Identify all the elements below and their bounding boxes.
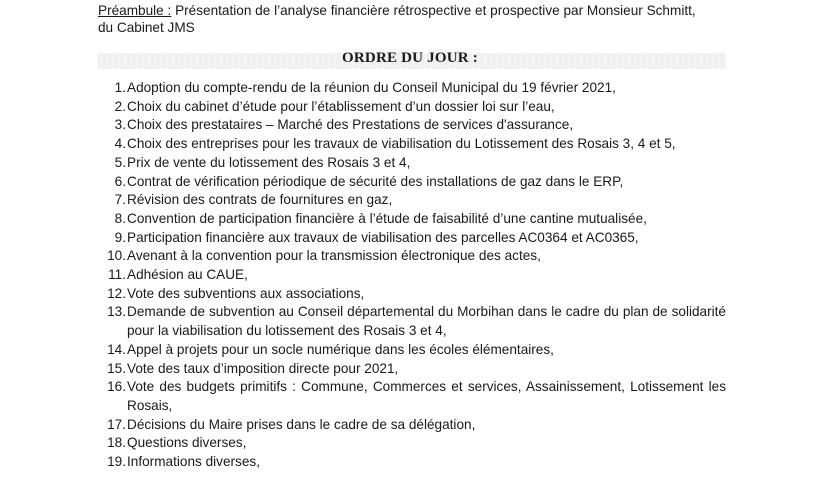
agenda-item-text: Vote des budgets primitifs : Commune, Commerces et services, Assainissement, Lotissement les Rosais, <box>127 379 726 413</box>
agenda-item-text: Participation financière aux travaux de viabilisation des parcelles AC0364 et AC0365, <box>127 229 639 245</box>
agenda-item-text: Contrat de vérification périodique de sécurité des installations de gaz dans le ERP, <box>127 173 624 189</box>
agenda-item <box>98 135 726 154</box>
agenda-item <box>98 416 726 435</box>
agenda-item-text: Prix de vente du lotissement des Rosais 3 et 4, <box>127 154 411 170</box>
preambule-label: Préambule : <box>98 3 172 18</box>
agenda-item-number: 8. <box>114 210 126 226</box>
agenda-item <box>98 173 726 192</box>
agenda-item-number: 3. <box>114 117 126 133</box>
agenda-item-text: Adhésion au CAUE, <box>127 267 248 283</box>
agenda-item-text: Questions diverses, <box>127 435 247 451</box>
agenda-item-text: Vote des taux d’imposition directe pour 2021, <box>127 360 399 376</box>
agenda-item <box>98 229 726 248</box>
agenda-item-number: 16. <box>107 379 126 395</box>
agenda-item-text: Convention de participation financière à l’étude de faisabilité d’une cantine mutualisée, <box>127 210 647 226</box>
agenda-item-text: Avenant à la convention pour la transmission électronique des actes, <box>127 248 541 264</box>
agenda-item-number: 1. <box>114 80 126 95</box>
agenda-item <box>98 98 726 117</box>
agenda-item <box>98 79 726 98</box>
agenda-title: ORDRE DU JOUR : <box>342 50 478 66</box>
agenda-item-number: 19. <box>107 454 126 470</box>
agenda-item-text: Vote des subventions aux associations, <box>127 285 365 301</box>
agenda-item-text: Choix des prestataires – Marché des Prestations de services d'assurance, <box>127 117 574 133</box>
agenda-item-number: 17. <box>107 416 126 432</box>
agenda-item-number: 15. <box>107 360 126 376</box>
agenda-item <box>98 453 726 472</box>
agenda-item-text: Choix du cabinet d’étude pour l’établissement d’un dossier loi sur l’eau, <box>127 98 555 114</box>
agenda-item-number: 13. <box>107 304 126 320</box>
agenda-item <box>98 378 726 415</box>
agenda-item-number: 7. <box>114 192 126 208</box>
agenda-item <box>98 285 726 304</box>
agenda-item-number: 5. <box>114 154 126 170</box>
agenda-item-text: Adoption du compte-rendu de la réunion du Conseil Municipal du 19 février 2021, <box>127 80 616 95</box>
agenda-item <box>98 434 726 453</box>
agenda-item <box>98 191 726 210</box>
agenda-item-number: 14. <box>107 341 126 357</box>
agenda-list <box>98 79 726 472</box>
agenda-item <box>98 360 726 379</box>
agenda-item-text: Informations diverses, <box>127 454 260 470</box>
agenda-item-text: Décisions du Maire prises dans le cadre de sa délégation, <box>127 416 476 432</box>
agenda-item <box>98 341 726 360</box>
agenda-item-number: 18. <box>107 435 126 451</box>
preambule-text: Présentation de l’analyse financière rétrospective et prospective par Monsieur Schmitt, <box>171 3 696 18</box>
preambule-text-line2: du Cabinet JMS <box>98 20 195 35</box>
agenda-item-text: Demande de subvention au Conseil départemental du Morbihan dans le cadre du plan de solidarité pour la viabilisation du lotissement des Rosais 3 et 4, <box>127 304 726 339</box>
agenda-item <box>98 303 726 340</box>
agenda-item-number: 10. <box>107 248 126 264</box>
agenda-item <box>98 154 726 173</box>
agenda-item <box>98 116 726 135</box>
agenda-item <box>98 266 726 285</box>
agenda-item-text: Appel à projets pour un socle numérique dans les écoles élémentaires, <box>127 341 554 357</box>
agenda-item-number: 4. <box>114 136 126 152</box>
agenda-item-text: Choix des entreprises pour les travaux de viabilisation du Lotissement des Rosais 3, 4 et 5, <box>127 136 676 152</box>
agenda-item-text: Révision des contrats de fournitures en gaz, <box>127 192 393 208</box>
agenda-item-number: 6. <box>114 173 126 189</box>
agenda-item <box>98 247 726 266</box>
agenda-item-number: 11. <box>108 267 126 283</box>
agenda-item-number: 12. <box>107 285 126 301</box>
preambule <box>98 2 778 36</box>
agenda-item <box>98 210 726 229</box>
agenda-item-number: 9. <box>114 229 126 245</box>
agenda-item-number: 2. <box>114 98 126 114</box>
